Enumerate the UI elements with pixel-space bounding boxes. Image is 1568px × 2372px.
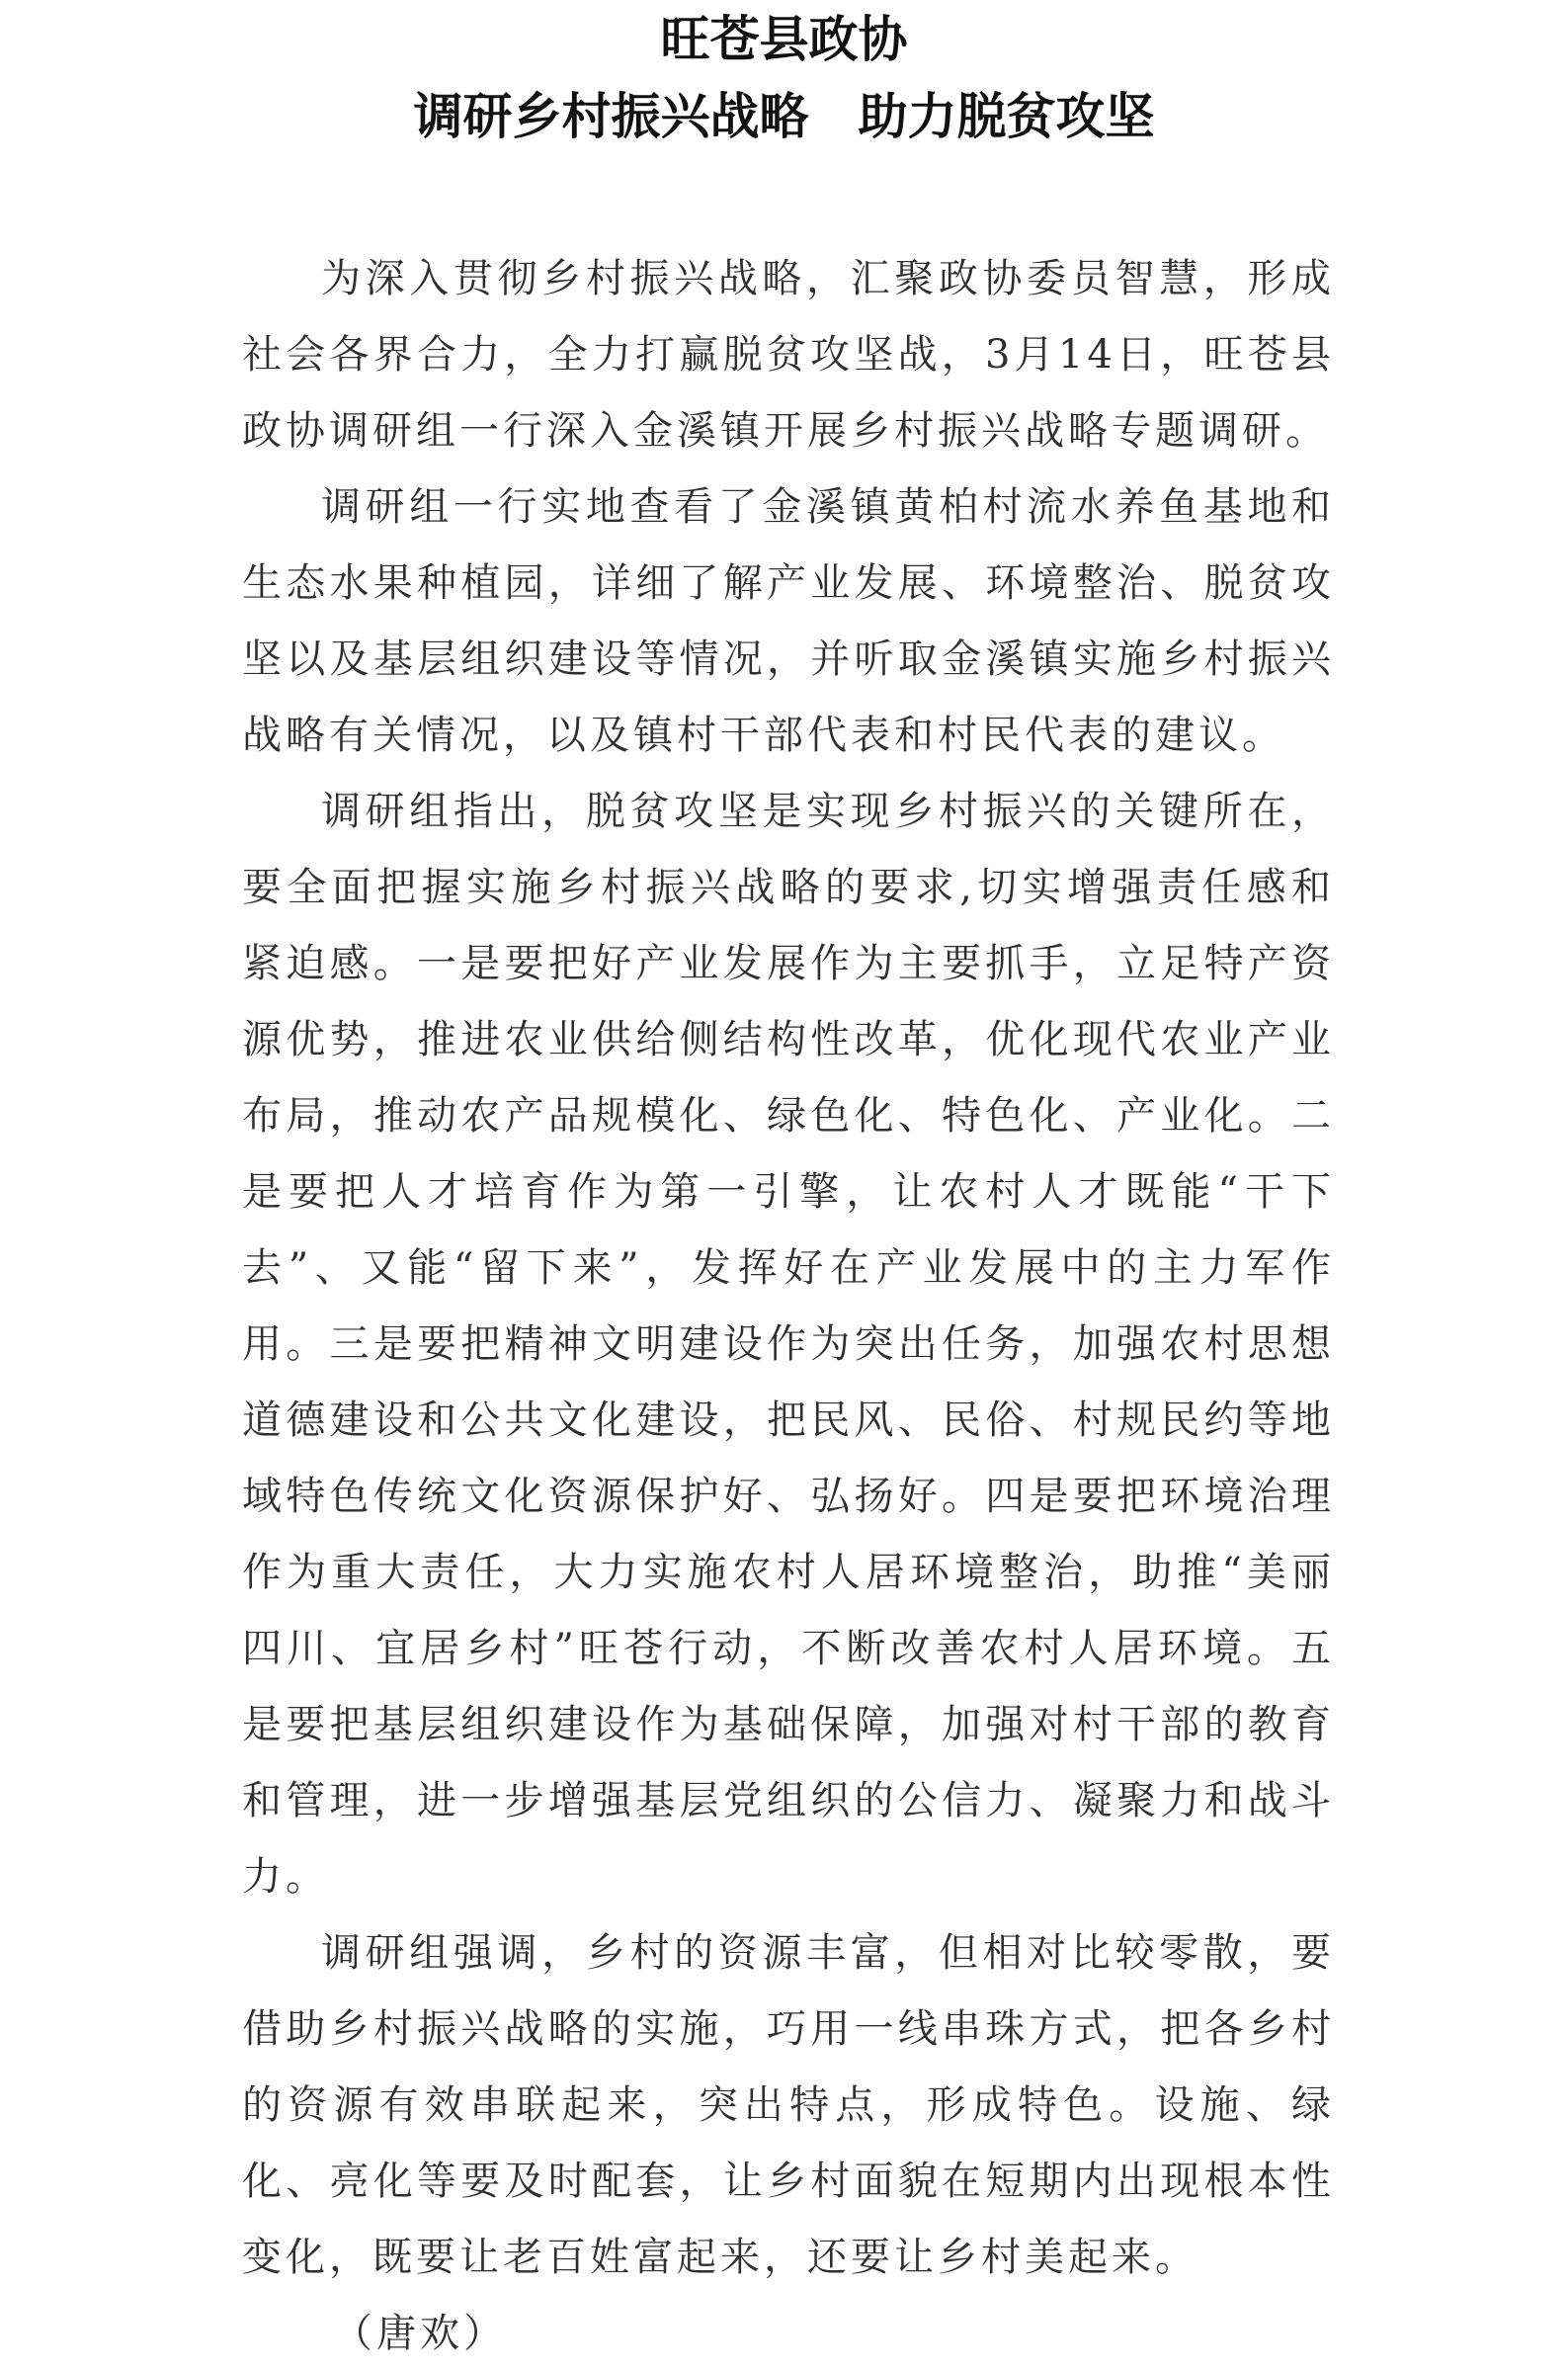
paragraph-intro: 为深入贯彻乡村振兴战略，汇聚政协委员智慧，形成社会各界合力，全力打赢脱贫攻坚战，3月14日，旺苍县政协调研组一行深入金溪镇开展乡村振兴战略专题调研。 <box>242 256 1335 454</box>
article-body <box>242 241 1335 2372</box>
document-title-line1: 旺苍县政协 <box>660 10 908 68</box>
document-title-line2: 调研乡村振兴战略 助力脱贫攻坚 <box>413 87 1155 145</box>
paragraph-emphasis: 调研组强调，乡村的资源丰富，但相对比较零散，要借助乡村振兴战略的实施，巧用一线串珠方式，把各乡村的资源有效串联起来，突出特点，形成特色。设施、绿化、亮化等要及时配套，让乡村面貌在短期内出现根本性变化，既要让老百姓富起来，还要让乡村美起来。 <box>242 1930 1335 2280</box>
paragraph-points: 调研组指出，脱贫攻坚是实现乡村振兴的关键所在，要全面把握实施乡村振兴战略的要求,切实增强责任感和紧迫感。一是要把好产业发展作为主要抓手，立足特产资源优势，推进农业供给侧结构性改革，优化现代农业产业布局，推动农产品规模化、绿色化、特色化、产业化。二是要把人才培育作为第一引擎，让农村人才既能“干下去”、又能“留下来”，发挥好在产业发展中的主力军作用。三是要把精神文明建设作为突出任务，加强农村思想道德建设和公共文化建设，把民风、民俗、村规民约等地域特色传统文化资源保护好、弘扬好。四是要把环境治理作为重大责任，大力实施农村人居环境整治，助推“美丽四川、宜居乡村”旺苍行动，不断改善农村人居环境。五是要把基层组织建设作为基础保障，加强对村干部的教育和管理，进一步增强基层党组织的公信力、凝聚力和战斗力。 <box>242 789 1335 1900</box>
paragraph-inspection: 调研组一行实地查看了金溪镇黄柏村流水养鱼基地和生态水果种植园，详细了解产业发展、环境整治、脱贫攻坚以及基层组织建设等情况，并听取金溪镇实施乡村振兴战略有关情况，以及镇村干部代表和村民代表的建议。 <box>242 484 1335 758</box>
author-credit: （唐欢） <box>333 2311 507 2356</box>
